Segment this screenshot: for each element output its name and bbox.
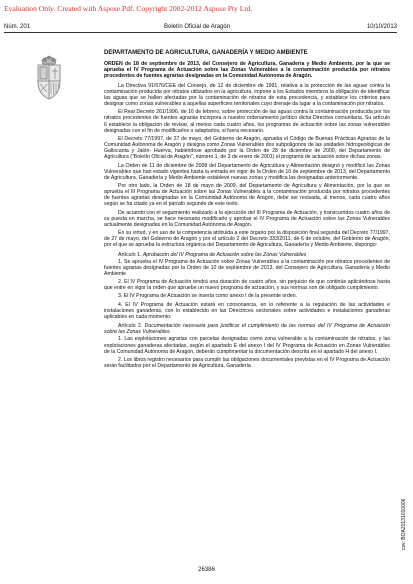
document-body — [104, 50, 390, 371]
article-2-number: Artículo 2. — [118, 323, 143, 330]
paragraph-6: De acuerdo con el seguimiento realizado a la ejecución del III Programa de Actuación, y transcurridos cuatro años de su puesta en marcha, se hace necesario modificarlo y aprobar el IV Programa de Actuación sobre las Zonas Vulnerables actualmente designadas en la Comunidad Autónoma de Aragón. — [104, 209, 390, 228]
paragraph-3: El Decreto 77/1997, de 27 de mayo, del Gobierno de Aragón, aprueba el Código de Buenas Prácticas Agrarias de la Comunidad Autónoma de Aragón y designa como Zonas Vulnerables dos subpoligonos de las unidades hidrogeológicas de Gallocanta y Jalón- Huerva, habiéndose aprobado por la Orden de 28 de diciembre de 2000, del Departamento de Agricultura ("Boletín Oficial de Aragón", número 1, de 3 de enero de 2001) el programa de actuación sobre dichas zonas. — [104, 135, 390, 161]
paragraph-2: El Real Decreto 261/1996, de 16 de febrero, sobre protección de las aguas contra la contaminación producida por los nitratos procedentes de fuentes agrarias incorpora a nuestro ordenamiento jurídico dicha Directiva comunitaria. Su artículo 6 establece la obligación de revisar, al menos cada cuatro años, los programas de actuación sobre las zonas vulnerables designadas con el fin de modificarlos o adaptarlos, si fuera necesario. — [104, 109, 390, 134]
paragraph-7: En su virtud, y en uso de la competencia atribuida a este órgano por la disposición final segunda del Decreto 77/1997, de 27 de mayo, del Gobierno de Aragón y por el artículo 2 del Decreto 333/2011, de 6 de octubre, del Gobierno de Aragón, por el que se aprueba la estructura orgánica del Departamento de Agricultura, Ganadería y Medio Ambiente, dispongo: — [104, 230, 390, 249]
journal-title: Boletín Oficial de Aragón — [164, 24, 231, 30]
article-2-title: Documentación necesaria para justificar el cumplimiento de las normas del IV Programa de Actuación sobre las Zonas Vulnerables. — [104, 323, 390, 336]
article-2-heading — [104, 323, 390, 335]
page-footer — [0, 567, 413, 573]
article-1-clause-2: 2. El IV Programa de Actuación tendrá una duración de cuatro años, sin perjuicio de que continúe aplicándose hasta que entre en vigor la orden que apruebe un nuevo programa de actuación, y sus normas son de obligado cumplimiento. — [104, 279, 390, 292]
paragraph-4: La Orden de 11 de diciembre de 2008 del Departamento de Agricultura y Alimentación designó y modificó las Zonas Vulnerables que han estado vigentes hasta la entrada en vigor de la Orden de 10 de septiembre de 2013, del Departamento de Agricultura, Ganadería y Medio Ambiente estableve nuevas zonas y modifica las designadas anteriormente. — [104, 162, 390, 181]
publication-date: 10/10/2013 — [366, 24, 397, 30]
article-1-number: Artículo 1. — [118, 251, 142, 258]
article-2-clause-1: 1. Las explotaciones agrarias con parcelas designadas como zona vulnerable a la contaminación de nitratos, y las explotaciones ganaderas afectadas, según el apartado E del anexo I del IV Programa de Actuación en Zonas Vulnerables de la Comunidad Autónoma de Aragón, deberán cumplimentar la documentación descrita en el apartado H del anexo I. — [104, 336, 390, 355]
department-heading: DEPARTAMENTO DE AGRICULTURA, GANADERÍA Y MEDIO AMBIENTE — [104, 50, 308, 56]
evaluation-watermark: Evaluation Only. Created with Aspose.Pdf. Copyright 2002-2012 Aspose Pty Ltd. — [4, 4, 253, 13]
article-1-heading — [104, 252, 390, 258]
article-1-title: Aprobación del IV Programa de Actuación sobre las Zonas Vulnerables — [142, 251, 307, 258]
paragraph-1: La Directiva 91/676/CEE del Consejo, de 12 de diciembre de 1991, relativa a la protección de las aguas contra la contaminación producida por nitratos utilizados en la agricultura, impone a los Estados miembros la obligación de identificar las aguas que se hallen afectadas por la contaminación de nitratos de esta procedencia, y establece los criterios para designar como zonas vulnerables a aquellas superficies territoriales cuyo drenaje da lugar a la contaminación por nitratos. — [104, 82, 390, 108]
paragraph-5: Por otro lado, la Orden de 18 de mayo de 2009, del Departamento de Agricultura y Alimentación, por la que se aprueba el III Programa de Actuación sobre las Zonas Vulnerables a la contaminación producida por nitratos procedentes de fuentes agrarias designadas en la Comunidad Autónoma de Aragón, debe ser revisada, al menos, cada cuatro años según se ha citado ya en el párrafo segundo de este texto. — [104, 182, 390, 208]
article-2-clause-2: 2. Los libros registro necesarios para cumplir las obligaciones documentales previstas en el IV Programa de Actuación serán facilitados por el Departamento de Agricultura, Ganadería — [104, 356, 390, 370]
article-1-clause-1: 1. Se aprueba el IV Programa de Actuación sobre Zonas Vulnerables a la contaminación por nitratos procedentes de fuentes agrarias designadas por la Orden de 10 de septiembre de 2013, del Consejero de Agricultura, Ganadería y Medio Ambiente. — [104, 258, 390, 277]
csv-verification-code — [394, 474, 407, 550]
issue-number: Núm. 201 — [4, 24, 31, 30]
article-1-clause-4: 4. El IV Programa de Actuación estará en consonancia, en lo referente a la regulación de las actividades e instalaciones ganaderas, con lo establecido en las Directrices sectoriales sobre actividades e instalaciones ganaderas aplicables en cada momento. — [104, 301, 390, 320]
page-number: 26386 — [198, 567, 215, 573]
order-title: ORDEN de 18 de septiembre de 2013, del Consejero de Agricultura, Ganadería y Medio Ambiente, por la que se aprueba el IV Programa de Actuación sobre las Zonas Vulnerables a la contaminación producida por nitratos procedentes de fuentes agrarias designadas en la Comunidad Autónoma de Aragón. — [104, 61, 390, 80]
header-divider — [4, 32, 397, 33]
article-1-clause-3: 3. El IV Programa de Actuación se inserta como anexo I de la presente orden. — [118, 293, 298, 300]
aragon-coat-of-arms-icon — [34, 52, 64, 102]
csv-code-text: csv: BOA20131010006 — [401, 498, 407, 550]
